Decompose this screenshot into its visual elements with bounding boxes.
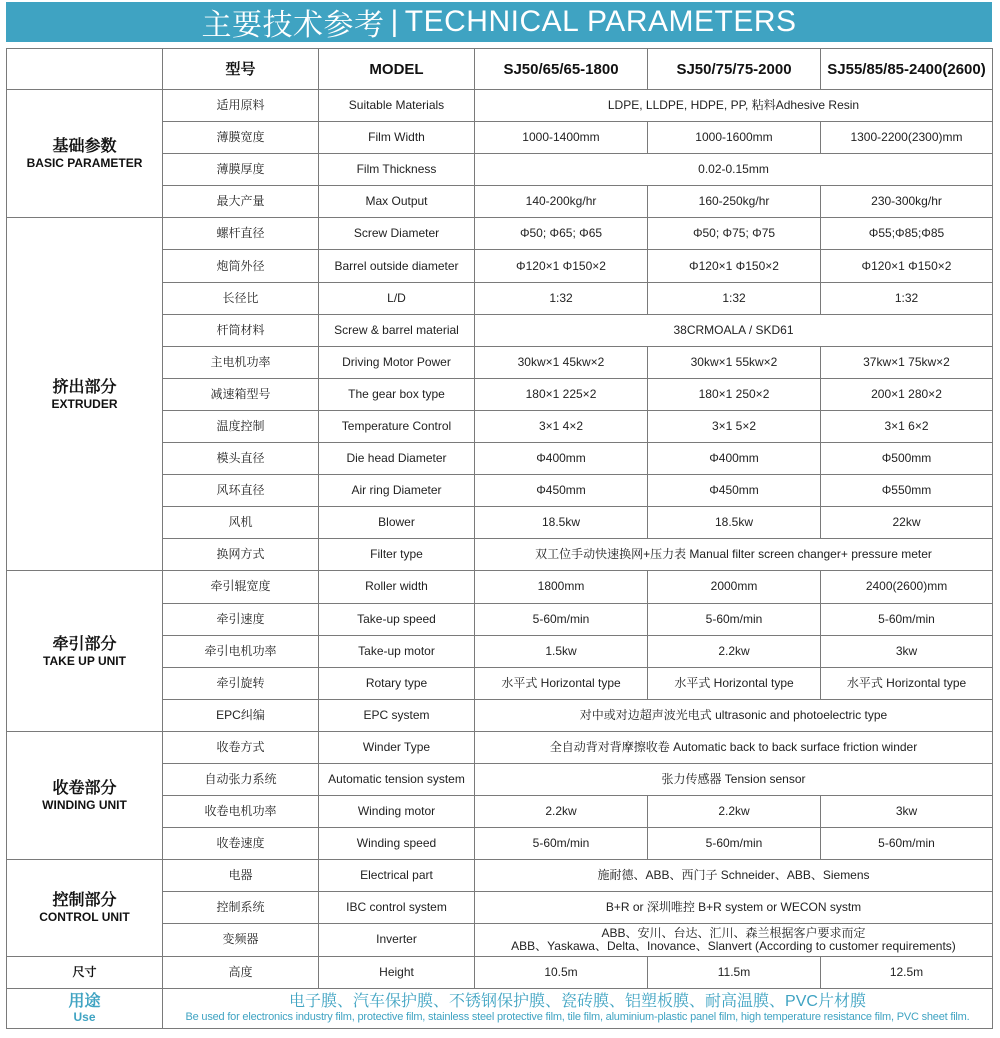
param-name-en: Roller width (319, 571, 475, 603)
param-value: 18.5kw (648, 507, 821, 539)
param-name-en: Take-up speed (319, 603, 475, 635)
param-name-en: IBC control system (319, 892, 475, 924)
section-control (7, 860, 163, 956)
param-value: Φ120×1 Φ150×2 (821, 250, 993, 282)
param-name-zh: 风环直径 (163, 475, 319, 507)
param-value: 2.2kw (648, 635, 821, 667)
param-name-en: Suitable Materials (319, 90, 475, 122)
param-value: 180×1 225×2 (475, 378, 648, 410)
header-model-2: SJ50/75/75-2000 (648, 49, 821, 90)
param-name-zh: 长径比 (163, 282, 319, 314)
param-name-en: Filter type (319, 539, 475, 571)
param-name-zh: 牵引电机功率 (163, 635, 319, 667)
param-value: 5-60m/min (821, 828, 993, 860)
param-value: 3kw (821, 796, 993, 828)
param-name-en: Blower (319, 507, 475, 539)
param-value: Φ120×1 Φ150×2 (648, 250, 821, 282)
param-name-en: The gear box type (319, 378, 475, 410)
param-value: Φ400mm (648, 443, 821, 475)
section-label-zh: 基础参数 (52, 138, 117, 156)
param-name-en: Film Thickness (319, 154, 475, 186)
section-size: 尺寸 (7, 956, 163, 988)
param-name-en: Screw & barrel material (319, 314, 475, 346)
use-label-en: Use (73, 1009, 96, 1024)
param-name-zh: 杆筒材料 (163, 314, 319, 346)
param-value: 5-60m/min (475, 828, 648, 860)
param-name-zh: 收卷方式 (163, 731, 319, 763)
param-name-zh: 电器 (163, 860, 319, 892)
param-value: Φ450mm (475, 475, 648, 507)
param-value: 水平式 Horizontal type (475, 667, 648, 699)
param-value: 1000-1600mm (648, 122, 821, 154)
section-winding (7, 731, 163, 859)
section-takeup (7, 571, 163, 731)
table-row (7, 571, 993, 603)
param-value: 5-60m/min (648, 828, 821, 860)
table-row (7, 956, 993, 988)
param-name-zh: 高度 (163, 956, 319, 988)
param-value: 180×1 250×2 (648, 378, 821, 410)
param-value: 1:32 (475, 282, 648, 314)
param-name-en: L/D (319, 282, 475, 314)
param-name-zh: 温度控制 (163, 410, 319, 442)
use-row (7, 988, 993, 1028)
param-value: 全自动背对背摩擦收卷 Automatic back to back surface friction winder (475, 731, 993, 763)
param-value: Φ50; Φ65; Φ65 (475, 218, 648, 250)
param-value: 5-60m/min (648, 603, 821, 635)
param-value: Φ550mm (821, 475, 993, 507)
param-value: Φ50; Φ75; Φ75 (648, 218, 821, 250)
param-value: 18.5kw (475, 507, 648, 539)
param-value: 22kw (821, 507, 993, 539)
param-name-en: Film Width (319, 122, 475, 154)
banner-title-zh: 主要技术参考 (201, 9, 385, 42)
section-label-en: CONTROL UNIT (39, 910, 130, 925)
param-value: Φ450mm (648, 475, 821, 507)
section-label-zh: 挤出部分 (52, 378, 117, 396)
param-name-zh: 薄膜厚度 (163, 154, 319, 186)
param-value: B+R or 深圳唯控 B+R system or WECON systm (475, 892, 993, 924)
param-value: 3kw (821, 635, 993, 667)
param-value: 3×1 4×2 (475, 410, 648, 442)
use-text-zh: 电子膜、汽车保护膜、不锈钢保护膜、瓷砖膜、铝塑板膜、耐高温膜、PVC片材膜 (289, 993, 866, 1011)
section-extruder (7, 218, 163, 571)
param-name-en: Driving Motor Power (319, 346, 475, 378)
param-name-en: Screw Diameter (319, 218, 475, 250)
table-row (7, 90, 993, 122)
param-name-en: Inverter (319, 924, 475, 956)
param-name-en: Take-up motor (319, 635, 475, 667)
param-value: 水平式 Horizontal type (821, 667, 993, 699)
section-label-en: WINDING UNIT (42, 798, 127, 813)
table-row (7, 731, 993, 763)
param-name-zh: 模头直径 (163, 443, 319, 475)
param-value: 1800mm (475, 571, 648, 603)
param-value: 2.2kw (648, 796, 821, 828)
param-value: 10.5m (475, 956, 648, 988)
param-name-en: Temperature Control (319, 410, 475, 442)
use-value (163, 988, 993, 1028)
banner-separator: | (390, 5, 399, 38)
param-name-zh: 牵引辊宽度 (163, 571, 319, 603)
table-row (7, 860, 993, 892)
banner-title-en: TECHNICAL PARAMETERS (404, 5, 797, 38)
param-value: 1300-2200(2300)mm (821, 122, 993, 154)
param-name-zh: EPC纠编 (163, 699, 319, 731)
header-model-zh: 型号 (163, 49, 319, 90)
param-name-en: Automatic tension system (319, 763, 475, 795)
param-value: 2400(2600)mm (821, 571, 993, 603)
param-value: 38CRMOALA / SKD61 (475, 314, 993, 346)
param-name-en: Barrel outside diameter (319, 250, 475, 282)
param-name-zh: 变频器 (163, 924, 319, 956)
param-name-zh: 控制系统 (163, 892, 319, 924)
use-text-en: Be used for electronics industry film, protective film, stainless steel protective film, tile film, aluminium-plastic panel film, high temperature resistance film, PVC sheet film. (185, 1011, 970, 1024)
param-name-en: Electrical part (319, 860, 475, 892)
param-value: 11.5m (648, 956, 821, 988)
param-value: 12.5m (821, 956, 993, 988)
param-value: 30kw×1 55kw×2 (648, 346, 821, 378)
param-value: 3×1 5×2 (648, 410, 821, 442)
param-value: 1:32 (648, 282, 821, 314)
param-name-zh: 炮筒外径 (163, 250, 319, 282)
use-label-zh: 用途 (68, 992, 101, 1010)
param-name-zh: 收卷电机功率 (163, 796, 319, 828)
section-label-zh: 收卷部分 (52, 780, 117, 798)
param-name-en: Winder Type (319, 731, 475, 763)
param-name-zh: 风机 (163, 507, 319, 539)
param-name-en: Die head Diameter (319, 443, 475, 475)
param-name-en: Winding speed (319, 828, 475, 860)
header-row (7, 49, 993, 90)
param-value: Φ500mm (821, 443, 993, 475)
section-use (7, 988, 163, 1028)
param-name-en: Rotary type (319, 667, 475, 699)
inverter-line-zh: ABB、安川、台达、汇川、森兰根据客户要求而定 (601, 925, 866, 940)
param-name-zh: 牵引速度 (163, 603, 319, 635)
param-name-en: Air ring Diameter (319, 475, 475, 507)
param-name-zh: 主电机功率 (163, 346, 319, 378)
param-value: 0.02-0.15mm (475, 154, 993, 186)
param-value: 张力传感器 Tension sensor (475, 763, 993, 795)
param-value: 230-300kg/hr (821, 186, 993, 218)
param-value: LDPE, LLDPE, HDPE, PP, 粘料Adhesive Resin (475, 90, 993, 122)
param-value (475, 924, 993, 956)
param-value: 2.2kw (475, 796, 648, 828)
param-value: Φ120×1 Φ150×2 (475, 250, 648, 282)
param-value: 3×1 6×2 (821, 410, 993, 442)
param-value: 5-60m/min (475, 603, 648, 635)
param-value: 37kw×1 75kw×2 (821, 346, 993, 378)
param-value: Φ400mm (475, 443, 648, 475)
param-value: 160-250kg/hr (648, 186, 821, 218)
param-value: Φ55;Φ85;Φ85 (821, 218, 993, 250)
param-value: 200×1 280×2 (821, 378, 993, 410)
param-value: 双工位手动快速换网+压力表 Manual filter screen changer+ pressure meter (475, 539, 993, 571)
section-label-zh: 控制部分 (52, 892, 117, 910)
section-label-en: TAKE UP UNIT (43, 653, 126, 668)
param-value: 5-60m/min (821, 603, 993, 635)
header-empty-cell (7, 49, 163, 90)
param-name-en: EPC system (319, 699, 475, 731)
inverter-line-en: ABB、Yaskawa、Delta、Inovance、Slanvert (According to customer requirements) (511, 938, 956, 953)
param-name-en: Height (319, 956, 475, 988)
header-model-en: MODEL (319, 49, 475, 90)
param-name-en: Max Output (319, 186, 475, 218)
param-value: 2000mm (648, 571, 821, 603)
param-name-zh: 自动张力系统 (163, 763, 319, 795)
param-name-zh: 螺杆直径 (163, 218, 319, 250)
header-model-1: SJ50/65/65-1800 (475, 49, 648, 90)
section-label-en: EXTRUDER (51, 396, 118, 411)
param-name-en: Winding motor (319, 796, 475, 828)
param-value: 1.5kw (475, 635, 648, 667)
param-name-zh: 薄膜宽度 (163, 122, 319, 154)
param-value: 1:32 (821, 282, 993, 314)
table-row (7, 218, 993, 250)
param-value: 施耐德、ABB、西门子 Schneider、ABB、Siemens (475, 860, 993, 892)
title-banner (6, 2, 992, 42)
param-name-zh: 减速箱型号 (163, 378, 319, 410)
param-name-zh: 牵引旋转 (163, 667, 319, 699)
param-name-zh: 收卷速度 (163, 828, 319, 860)
section-label-zh: 牵引部分 (52, 635, 117, 653)
param-value: 30kw×1 45kw×2 (475, 346, 648, 378)
param-name-zh: 适用原料 (163, 90, 319, 122)
param-name-zh: 最大产量 (163, 186, 319, 218)
section-label-en: BASIC PARAMETER (26, 156, 143, 171)
param-value: 水平式 Horizontal type (648, 667, 821, 699)
parameters-table (6, 48, 993, 1029)
section-basic (7, 90, 163, 218)
param-value: 140-200kg/hr (475, 186, 648, 218)
param-value: 1000-1400mm (475, 122, 648, 154)
param-name-zh: 换网方式 (163, 539, 319, 571)
param-value: 对中或对边超声波光电式 ultrasonic and photoelectric type (475, 699, 993, 731)
header-model-3: SJ55/85/85-2400(2600) (821, 49, 993, 90)
